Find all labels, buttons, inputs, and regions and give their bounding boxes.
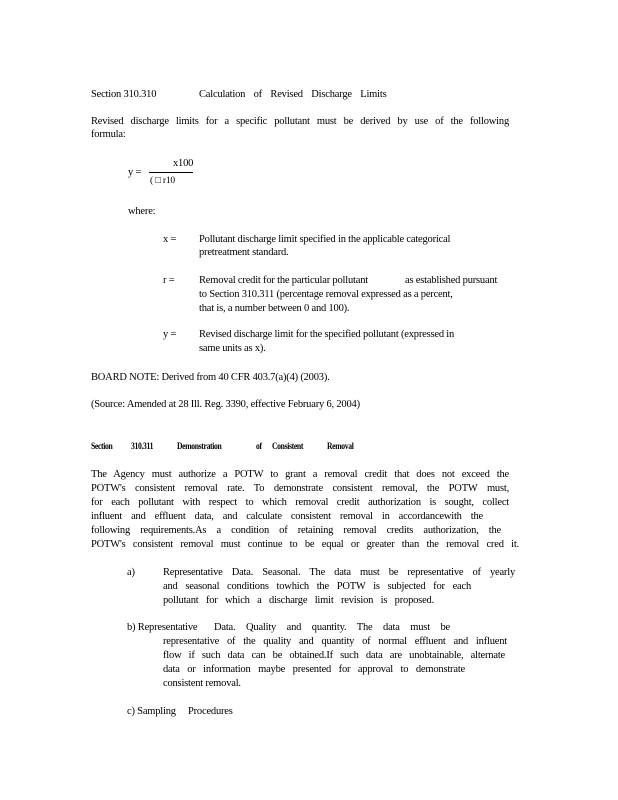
where-label: where: bbox=[128, 206, 156, 217]
intro-line: formula: bbox=[91, 129, 126, 140]
item-text: representative of the quality and quantity of normal effluent and influent bbox=[163, 636, 507, 647]
item-text: and seasonal conditions towhich the POTW is subjected for each bbox=[163, 581, 471, 592]
formula-denominator: ( □ r10 bbox=[150, 176, 175, 186]
def-text: Pollutant discharge limit specified in the applicable categorical bbox=[199, 234, 451, 245]
fraction-bar bbox=[149, 172, 193, 173]
item-text: consistent removal. bbox=[163, 678, 241, 689]
section-title-part: Consistent bbox=[272, 441, 304, 451]
section-number: Section bbox=[91, 441, 113, 451]
section-number-value: 310.311 bbox=[131, 441, 154, 451]
def-text: Revised discharge limit for the specified pollutant (expressed in bbox=[199, 329, 455, 340]
paragraph-line: POTW's consistent removal must continue to be equal or greater than the removal cred it. bbox=[91, 539, 519, 550]
item-text: data or information maybe presented for approval to demonstrate bbox=[163, 664, 465, 675]
item-text: pollutant for which a discharge limit revision is proposed. bbox=[163, 595, 434, 606]
def-text: to Section 310.311 (percentage removal expressed as a percent, bbox=[199, 289, 453, 300]
section-number: Section 310.310 bbox=[91, 89, 157, 100]
item-text: Data. Quality and quantity. The data must be bbox=[214, 622, 450, 633]
source-note: (Source: Amended at 28 Ill. Reg. 3390, effective February 6, 2004) bbox=[91, 399, 360, 410]
def-text: as established pursuant bbox=[405, 275, 498, 286]
def-text: same units as x). bbox=[199, 343, 266, 354]
paragraph-line: POTW's consistent removal rate. To demonstrate consistent removal, the POTW must, bbox=[91, 483, 509, 494]
section-title-part: Demonstration bbox=[177, 441, 222, 451]
paragraph-line: The Agency must authorize a POTW to grant a removal credit that does not exceed the bbox=[91, 469, 509, 480]
item-label-b: b) Representative bbox=[127, 622, 198, 633]
item-text: Representative Data. Seasonal. The data must be representative of yearly bbox=[163, 567, 515, 578]
section-title-part: Removal bbox=[327, 441, 354, 451]
paragraph-line: influent and effluent data, and calculate consistent removal in accordancewith the bbox=[91, 511, 483, 522]
section-title: Calculation of Revised Discharge Limits bbox=[199, 89, 387, 100]
item-label-a: a) bbox=[127, 567, 135, 578]
item-text: flow if such data can be obtained.If such data are unobtainable, alternate bbox=[163, 650, 505, 661]
def-var-r: r = bbox=[163, 275, 175, 286]
board-note: BOARD NOTE: Derived from 40 CFR 403.7(a)(4) (2003). bbox=[91, 372, 330, 383]
item-label-c: c) Sampling bbox=[127, 706, 176, 717]
paragraph-line: for each pollutant with respect to which removal credit authorization is sought, collect bbox=[91, 497, 509, 508]
intro-line: Revised discharge limits for a specific pollutant must be derived by use of the following bbox=[91, 116, 509, 127]
def-text: Removal credit for the particular pollutant bbox=[199, 275, 368, 286]
section-title-part: of bbox=[256, 441, 262, 451]
formula-lhs: y = bbox=[128, 167, 142, 178]
item-text: Procedures bbox=[188, 706, 233, 717]
paragraph-line: following requirements.As a condition of retaining removal credits authorization, the bbox=[91, 525, 501, 536]
def-var-y: y = bbox=[163, 329, 177, 340]
formula-numerator: x100 bbox=[173, 158, 194, 169]
def-text: pretreatment standard. bbox=[199, 247, 289, 258]
def-text: that is, a number between 0 and 100). bbox=[199, 303, 350, 314]
def-var-x: x = bbox=[163, 234, 177, 245]
